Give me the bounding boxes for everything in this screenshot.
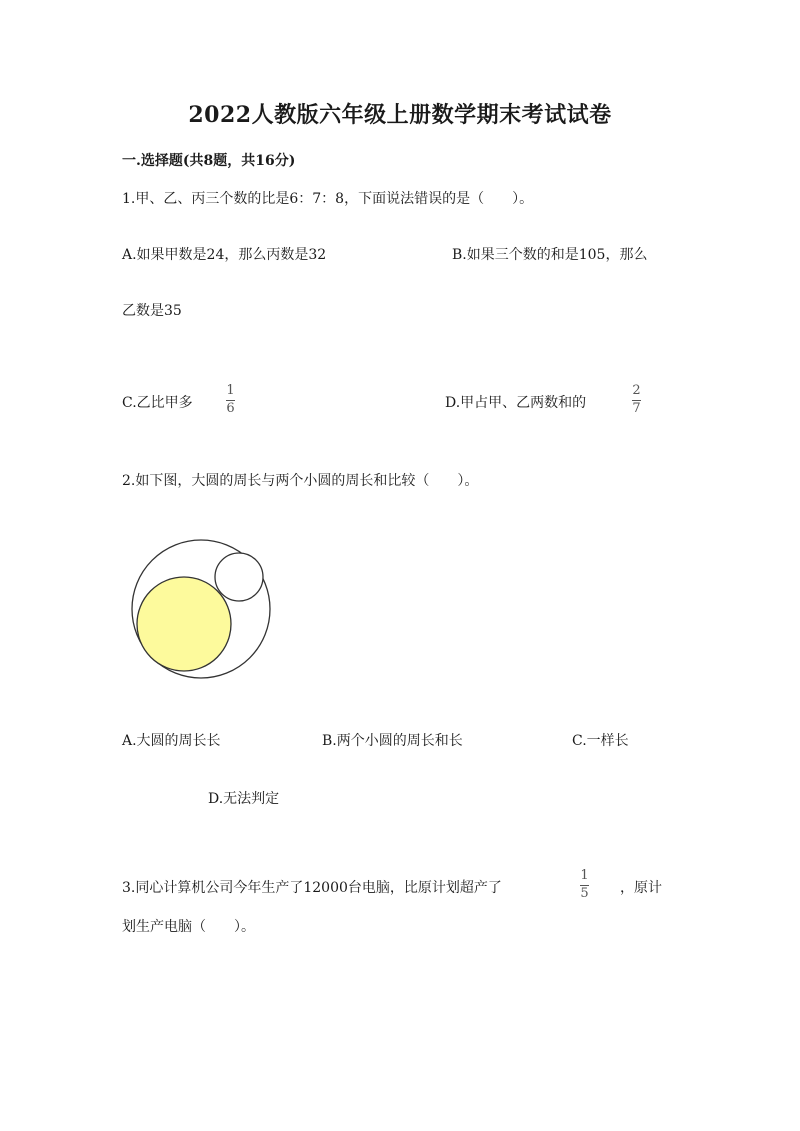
question-3-fraction — [580, 869, 589, 901]
question-1-option-a[interactable]: A.如果甲数是24，那么丙数是32 — [122, 247, 327, 263]
circles-figure — [126, 534, 276, 684]
question-1-option-d[interactable]: D.甲占甲、乙两数和的 — [445, 395, 587, 411]
small-circle — [215, 553, 263, 601]
question-2-stem: 2.如下图，大圆的周长与两个小圆的周长和比较（ ）。 — [122, 473, 479, 489]
page-title: 2022人教版六年级上册数学期末考试试卷 — [188, 102, 612, 128]
question-2-option-a[interactable]: A.大圆的周长长 — [122, 733, 221, 749]
question-1-stem: 1.甲、乙、丙三个数的比是6：7：8，下面说法错误的是（ ）。 — [122, 191, 534, 207]
question-1-option-c[interactable]: C.乙比甲多 — [122, 395, 193, 411]
question-1-option-d-fraction — [632, 384, 641, 416]
medium-circle — [137, 577, 231, 671]
fraction-numerator: 1 — [226, 383, 235, 398]
question-3-stem-tail: ，原计 — [620, 880, 662, 896]
fraction-denominator: 5 — [580, 886, 589, 901]
section-heading: 一.选择题(共8题，共16分) — [122, 153, 296, 169]
question-2-option-d[interactable]: D.无法判定 — [208, 791, 280, 807]
fraction-denominator: 7 — [632, 401, 641, 416]
question-2-option-c[interactable]: C.一样长 — [572, 733, 629, 749]
question-3-stem-line2: 划生产电脑（ ）。 — [122, 919, 255, 935]
question-1-option-b[interactable]: B.如果三个数的和是105，那么 — [452, 247, 648, 263]
question-1-option-b-continued: 乙数是35 — [122, 303, 182, 319]
fraction-numerator: 2 — [632, 383, 641, 398]
question-1-option-c-fraction — [226, 384, 235, 416]
question-2-option-b[interactable]: B.两个小圆的周长和长 — [322, 733, 463, 749]
fraction-denominator: 6 — [226, 401, 235, 416]
fraction-numerator: 1 — [580, 868, 589, 883]
question-3-stem: 3.同心计算机公司今年生产了12000台电脑，比原计划超产了 — [122, 880, 502, 896]
